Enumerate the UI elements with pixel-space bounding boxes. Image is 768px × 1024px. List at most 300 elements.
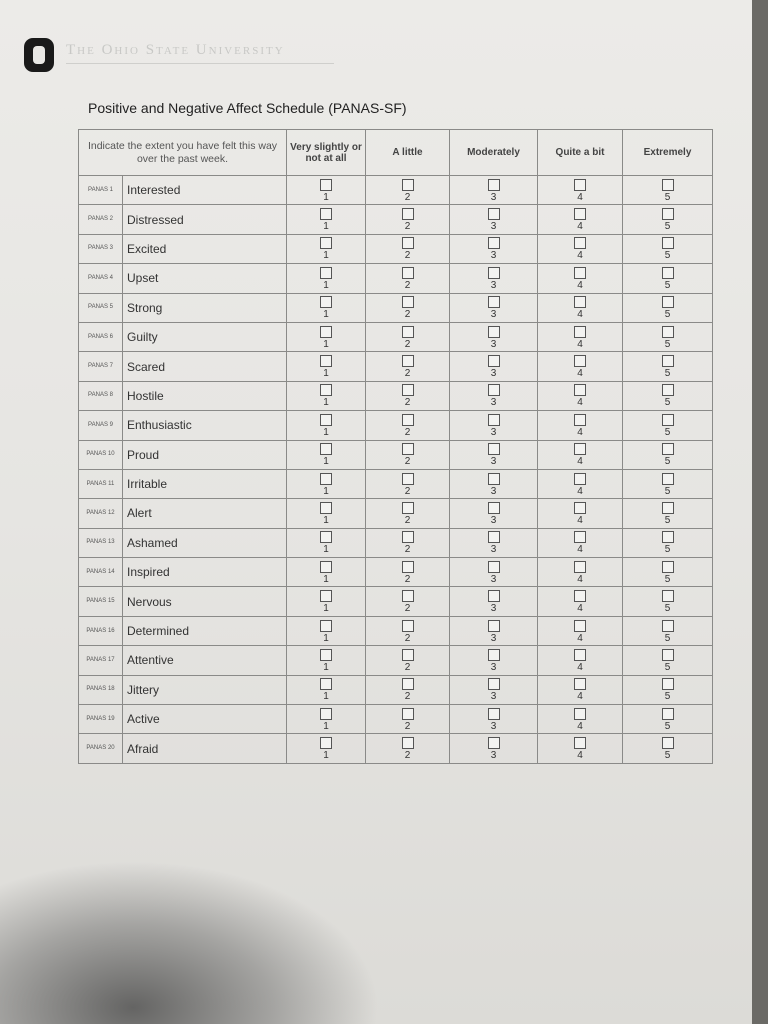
rating-checkbox[interactable] [320,502,332,514]
prompt-header: Indicate the extent you have felt this way over the past week. [79,130,287,176]
rating-cell [450,234,538,263]
rating-checkbox[interactable] [488,502,500,514]
rating-cell [623,205,713,234]
rating-value: 5 [664,279,671,291]
rating-value: 2 [404,250,411,262]
rating-checkbox[interactable] [574,473,586,485]
rating-checkbox[interactable] [662,531,674,543]
rating-cell [538,705,623,734]
rating-checkbox[interactable] [320,267,332,279]
rating-cell [287,322,366,351]
rating-cell [366,528,450,557]
rating-value: 4 [577,191,583,203]
rating-value: 1 [323,426,329,438]
table-row [79,646,713,675]
rating-checkbox[interactable] [402,620,414,632]
rating-cell [287,469,366,498]
item-code: PANAS 17 [79,646,123,675]
rating-checkbox[interactable] [574,414,586,426]
rating-checkbox[interactable] [320,620,332,632]
rating-cell [450,469,538,498]
rating-checkbox[interactable] [320,561,332,573]
rating-checkbox[interactable] [574,384,586,396]
rating-checkbox[interactable] [488,737,500,749]
rating-value: 5 [664,514,671,526]
item-label: Inspired [123,558,287,587]
rating-checkbox[interactable] [320,208,332,220]
rating-cell [450,616,538,645]
rating-value: 4 [577,661,583,673]
rating-checkbox[interactable] [488,620,500,632]
rating-cell [366,675,450,704]
rating-checkbox[interactable] [488,267,500,279]
rating-value: 2 [404,750,411,762]
table-row [79,675,713,704]
table-row [79,381,713,410]
rating-value: 3 [490,691,497,703]
rating-cell [287,411,366,440]
rating-checkbox[interactable] [320,473,332,485]
item-label: Active [123,705,287,734]
rating-checkbox[interactable] [662,326,674,338]
rating-value: 1 [323,221,329,233]
rating-checkbox[interactable] [574,296,586,308]
rating-checkbox[interactable] [574,561,586,573]
rating-checkbox[interactable] [320,326,332,338]
rating-cell [623,469,713,498]
rating-cell [623,411,713,440]
item-label: Enthusiastic [123,411,287,440]
rating-cell [538,322,623,351]
rating-checkbox[interactable] [320,296,332,308]
item-code: PANAS 20 [79,734,123,763]
rating-value: 1 [323,485,329,497]
rating-cell [366,234,450,263]
rating-cell [538,205,623,234]
rating-value: 3 [490,514,497,526]
rating-value: 4 [577,750,583,762]
rating-checkbox[interactable] [402,208,414,220]
item-label: Scared [123,352,287,381]
rating-value: 3 [490,720,497,732]
scale-header-5: Extremely [623,130,713,176]
item-code: PANAS 13 [79,528,123,557]
rating-checkbox[interactable] [320,678,332,690]
rating-checkbox[interactable] [488,326,500,338]
rating-checkbox[interactable] [662,267,674,279]
rating-checkbox[interactable] [488,708,500,720]
rating-checkbox[interactable] [320,355,332,367]
item-code: PANAS 7 [79,352,123,381]
rating-value: 4 [577,309,583,321]
institution-name: The Ohio State University [66,42,285,58]
rating-checkbox[interactable] [662,649,674,661]
table-row [79,411,713,440]
rating-checkbox[interactable] [662,708,674,720]
table-row [79,558,713,587]
table-row [79,264,713,293]
rating-value: 5 [664,632,671,644]
rating-checkbox[interactable] [402,355,414,367]
rating-value: 4 [577,485,583,497]
rating-value: 5 [664,720,671,732]
rating-value: 3 [490,279,497,291]
rating-value: 4 [577,426,583,438]
item-label: Alert [123,499,287,528]
table-row [79,528,713,557]
rating-value: 1 [323,250,329,262]
item-label: Afraid [123,734,287,763]
rating-value: 2 [404,397,411,409]
rating-checkbox[interactable] [488,384,500,396]
header-divider [66,63,334,64]
item-label: Excited [123,234,287,263]
item-label: Jittery [123,675,287,704]
table-row [79,440,713,469]
rating-value: 3 [490,397,497,409]
rating-value: 1 [323,603,329,615]
rating-checkbox[interactable] [320,708,332,720]
rating-value: 4 [577,573,583,585]
rating-checkbox[interactable] [574,208,586,220]
rating-cell [287,293,366,322]
item-code: PANAS 5 [79,293,123,322]
rating-value: 4 [577,338,583,350]
rating-cell [538,440,623,469]
rating-checkbox[interactable] [662,237,674,249]
rating-value: 3 [490,603,497,615]
rating-value: 4 [577,221,583,233]
rating-cell [623,587,713,616]
item-label: Attentive [123,646,287,675]
table-row [79,469,713,498]
rating-checkbox[interactable] [320,384,332,396]
rating-cell [287,440,366,469]
rating-checkbox[interactable] [488,590,500,602]
rating-cell [623,675,713,704]
rating-cell [623,528,713,557]
rating-value: 3 [490,485,497,497]
rating-checkbox[interactable] [574,326,586,338]
rating-checkbox[interactable] [662,502,674,514]
rating-value: 4 [577,397,583,409]
item-label: Strong [123,293,287,322]
item-label: Proud [123,440,287,469]
item-code: PANAS 16 [79,616,123,645]
rating-value: 5 [664,426,671,438]
rating-cell [366,440,450,469]
rating-cell [366,499,450,528]
rating-value: 4 [577,514,583,526]
rating-checkbox[interactable] [574,237,586,249]
item-label: Guilty [123,322,287,351]
rating-checkbox[interactable] [662,473,674,485]
rating-checkbox[interactable] [574,502,586,514]
rating-checkbox[interactable] [320,531,332,543]
scale-header-2: A little [366,130,450,176]
rating-value: 3 [490,221,497,233]
rating-cell [366,616,450,645]
rating-value: 3 [490,191,497,203]
rating-cell [538,293,623,322]
rating-cell [623,176,713,205]
rating-value: 2 [404,514,411,526]
rating-cell [366,293,450,322]
rating-value: 2 [404,603,411,615]
rating-cell [366,322,450,351]
item-label: Irritable [123,469,287,498]
rating-value: 3 [490,750,497,762]
rating-cell [366,587,450,616]
rating-checkbox[interactable] [574,649,586,661]
rating-value: 3 [490,250,497,262]
rating-cell [287,176,366,205]
rating-checkbox[interactable] [402,326,414,338]
rating-checkbox[interactable] [574,737,586,749]
rating-checkbox[interactable] [320,737,332,749]
rating-cell [287,616,366,645]
rating-checkbox[interactable] [662,384,674,396]
rating-checkbox[interactable] [320,237,332,249]
rating-value: 1 [323,309,329,321]
rating-value: 4 [577,456,583,468]
scale-header-3: Moderately [450,130,538,176]
rating-checkbox[interactable] [662,678,674,690]
rating-checkbox[interactable] [402,531,414,543]
rating-checkbox[interactable] [488,531,500,543]
rating-checkbox[interactable] [488,355,500,367]
rating-cell [538,675,623,704]
rating-value: 5 [664,221,671,233]
rating-checkbox[interactable] [574,355,586,367]
rating-cell [623,293,713,322]
panas-table-body [79,176,713,764]
rating-checkbox[interactable] [574,678,586,690]
rating-checkbox[interactable] [402,561,414,573]
rating-cell [450,587,538,616]
rating-checkbox[interactable] [402,737,414,749]
table-row [79,234,713,263]
item-code: PANAS 1 [79,176,123,205]
rating-cell [538,352,623,381]
rating-value: 5 [664,544,671,556]
rating-checkbox[interactable] [402,384,414,396]
rating-cell [450,322,538,351]
rating-checkbox[interactable] [402,502,414,514]
rating-value: 1 [323,191,329,203]
rating-value: 1 [323,720,329,732]
rating-cell [366,176,450,205]
rating-value: 4 [577,368,583,380]
rating-checkbox[interactable] [488,443,500,455]
rating-checkbox[interactable] [662,590,674,602]
item-label: Ashamed [123,528,287,557]
rating-checkbox[interactable] [402,237,414,249]
rating-checkbox[interactable] [402,267,414,279]
rating-value: 1 [323,691,329,703]
item-code: PANAS 4 [79,264,123,293]
rating-checkbox[interactable] [574,531,586,543]
item-label: Nervous [123,587,287,616]
rating-checkbox[interactable] [488,208,500,220]
rating-value: 3 [490,456,497,468]
rating-checkbox[interactable] [402,590,414,602]
rating-value: 4 [577,603,583,615]
rating-cell [538,646,623,675]
rating-checkbox[interactable] [488,473,500,485]
rating-value: 1 [323,544,329,556]
rating-checkbox[interactable] [662,355,674,367]
rating-value: 2 [404,691,411,703]
item-code: PANAS 11 [79,469,123,498]
rating-checkbox[interactable] [402,179,414,191]
rating-cell [538,528,623,557]
rating-value: 1 [323,456,329,468]
rating-value: 5 [664,338,671,350]
rating-value: 2 [404,720,411,732]
rating-value: 1 [323,661,329,673]
rating-cell [287,264,366,293]
rating-checkbox[interactable] [320,179,332,191]
rating-value: 4 [577,279,583,291]
rating-checkbox[interactable] [574,708,586,720]
item-code: PANAS 9 [79,411,123,440]
rating-checkbox[interactable] [662,296,674,308]
rating-cell [287,528,366,557]
rating-checkbox[interactable] [402,473,414,485]
rating-checkbox[interactable] [574,590,586,602]
table-row [79,734,713,763]
rating-value: 1 [323,514,329,526]
rating-checkbox[interactable] [488,649,500,661]
rating-cell [538,587,623,616]
rating-checkbox[interactable] [662,179,674,191]
item-code: PANAS 14 [79,558,123,587]
rating-cell [623,499,713,528]
rating-checkbox[interactable] [662,414,674,426]
rating-value: 4 [577,691,583,703]
rating-checkbox[interactable] [574,267,586,279]
rating-value: 2 [404,221,411,233]
rating-checkbox[interactable] [320,590,332,602]
rating-checkbox[interactable] [662,561,674,573]
rating-checkbox[interactable] [662,208,674,220]
rating-checkbox[interactable] [402,678,414,690]
rating-cell [366,646,450,675]
item-label: Upset [123,264,287,293]
form-title: Positive and Negative Affect Schedule (PANAS-SF) [88,100,407,116]
item-code: PANAS 15 [79,587,123,616]
rating-checkbox[interactable] [488,237,500,249]
rating-checkbox[interactable] [662,620,674,632]
rating-value: 2 [404,368,411,380]
rating-checkbox[interactable] [662,737,674,749]
rating-value: 4 [577,632,583,644]
item-code: PANAS 19 [79,705,123,734]
rating-checkbox[interactable] [402,296,414,308]
rating-cell [450,176,538,205]
table-row [79,705,713,734]
rating-cell [366,205,450,234]
item-code: PANAS 18 [79,675,123,704]
rating-cell [623,440,713,469]
rating-cell [538,469,623,498]
rating-checkbox[interactable] [488,296,500,308]
rating-cell [538,234,623,263]
rating-checkbox[interactable] [574,620,586,632]
rating-cell [366,411,450,440]
rating-checkbox[interactable] [488,678,500,690]
rating-cell [450,528,538,557]
rating-cell [287,734,366,763]
rating-checkbox[interactable] [320,649,332,661]
rating-cell [538,558,623,587]
item-label: Interested [123,176,287,205]
rating-checkbox[interactable] [320,443,332,455]
rating-checkbox[interactable] [402,443,414,455]
rating-value: 4 [577,544,583,556]
rating-cell [287,558,366,587]
rating-value: 2 [404,309,411,321]
rating-cell [450,264,538,293]
rating-value: 3 [490,338,497,350]
rating-cell [366,264,450,293]
rating-checkbox[interactable] [574,443,586,455]
rating-cell [366,558,450,587]
rating-value: 3 [490,661,497,673]
rating-value: 3 [490,309,497,321]
rating-checkbox[interactable] [662,443,674,455]
scale-header-4: Quite a bit [538,130,623,176]
rating-value: 2 [404,279,411,291]
rating-cell [366,734,450,763]
rating-checkbox[interactable] [402,414,414,426]
rating-cell [366,469,450,498]
rating-value: 2 [404,661,411,673]
rating-cell [287,352,366,381]
table-row [79,616,713,645]
rating-cell [623,646,713,675]
item-code: PANAS 3 [79,234,123,263]
rating-checkbox[interactable] [488,561,500,573]
item-code: PANAS 8 [79,381,123,410]
rating-cell [538,499,623,528]
scale-header-1: Very slightly or not at all [287,130,366,176]
rating-cell [287,234,366,263]
rating-checkbox[interactable] [402,649,414,661]
rating-checkbox[interactable] [402,708,414,720]
rating-cell [287,205,366,234]
university-logo-icon [22,36,56,74]
rating-cell [287,587,366,616]
rating-cell [287,675,366,704]
rating-cell [287,646,366,675]
rating-value: 2 [404,338,411,350]
rating-cell [450,499,538,528]
rating-checkbox[interactable] [320,414,332,426]
rating-value: 2 [404,426,411,438]
rating-checkbox[interactable] [488,179,500,191]
rating-value: 2 [404,544,411,556]
rating-cell [538,734,623,763]
rating-cell [538,176,623,205]
rating-checkbox[interactable] [574,179,586,191]
rating-cell [287,499,366,528]
rating-value: 5 [664,573,671,585]
rating-cell [450,293,538,322]
rating-value: 2 [404,456,411,468]
rating-checkbox[interactable] [488,414,500,426]
